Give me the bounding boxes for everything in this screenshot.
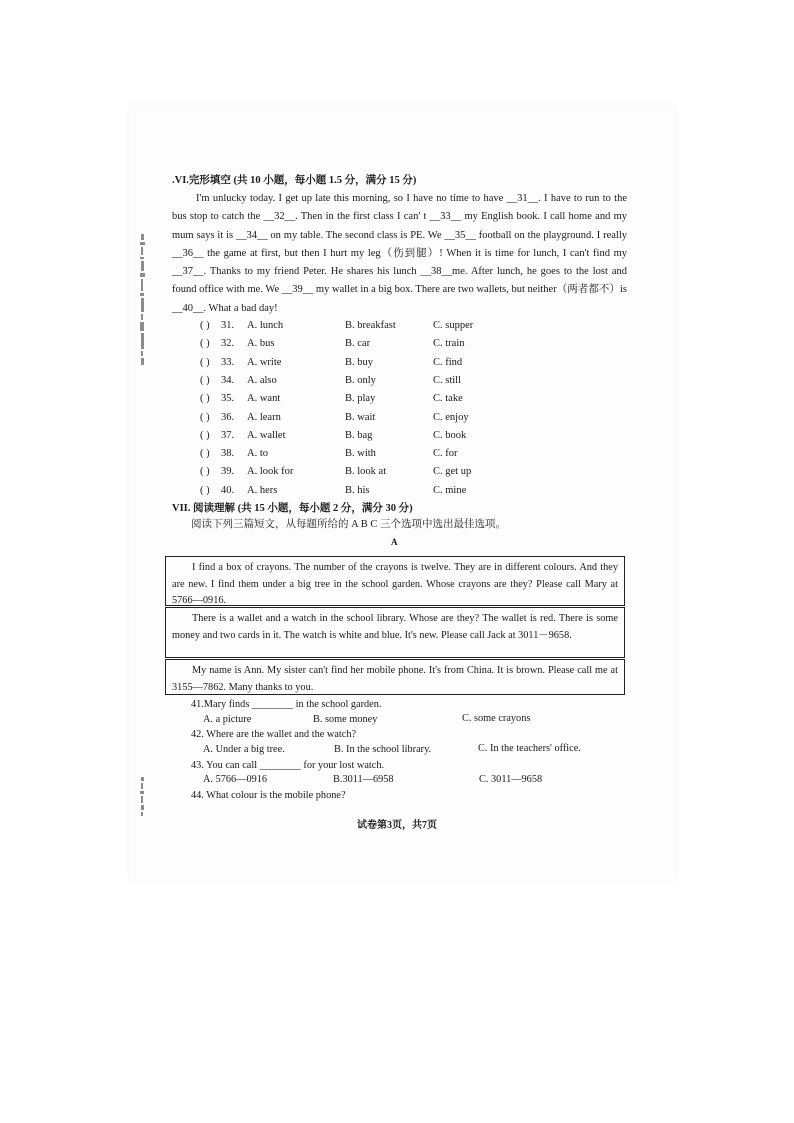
option-c: C. find	[433, 356, 463, 368]
notice-box-2	[165, 607, 625, 658]
answer-blank: ( )	[200, 393, 210, 405]
answer-blank: ( )	[200, 448, 210, 460]
option-41-b: B. some money	[313, 714, 378, 725]
question-number: 31.	[221, 320, 235, 331]
option-a: A. wallet	[247, 429, 286, 441]
option-a: A. look for	[247, 466, 294, 478]
option-a: A. learn	[247, 411, 281, 423]
option-a: A. to	[247, 448, 268, 460]
page-footer: 试卷第3页，共7页	[357, 820, 437, 831]
question-number: 37.	[221, 429, 235, 441]
option-c: C. book	[433, 429, 467, 441]
option-b: B. breakfast	[345, 320, 396, 331]
option-c: C. get up	[433, 466, 472, 478]
option-b: B. play	[345, 393, 376, 405]
question-number: 32.	[221, 338, 235, 350]
binding-marks-bottom	[135, 775, 149, 818]
notice-box-1	[165, 556, 625, 606]
notice-box-3	[165, 659, 625, 695]
option-c: C. train	[433, 338, 465, 350]
option-b: B. wait	[345, 411, 376, 423]
option-43-b: B.3011—6958	[333, 774, 394, 785]
notice-text: My name is Ann. My sister can't find her mobile phone. It's from China. It is brown. Please call me at 3155—7862. Many thanks to you.	[172, 665, 618, 693]
cloze-passage	[172, 190, 627, 318]
section-6-heading: .VI.完形填空 (共 10 小题，每小题 1.5 分，满分 15 分)	[172, 175, 417, 186]
answer-blank: ( )	[200, 374, 210, 386]
option-43-a: A. 5766—0916	[203, 774, 268, 785]
option-a: A. bus	[247, 338, 275, 350]
option-b: B. bag	[345, 429, 373, 441]
answer-blank: ( )	[200, 320, 210, 331]
option-a: A. also	[247, 374, 277, 386]
option-b: B. with	[345, 448, 376, 460]
option-a: A. lunch	[247, 320, 284, 331]
section-7-heading: VII. 阅读理解 (共 15 小题，每小题 2 分，满分 30 分)	[172, 503, 413, 514]
option-b: B. look at	[345, 466, 387, 478]
passage-label: A	[391, 537, 398, 547]
question-number: 33.	[221, 356, 235, 368]
option-c: C. still	[433, 374, 462, 386]
question-42: 42. Where are the wallet and the watch?	[191, 729, 357, 740]
answer-blank: ( )	[200, 466, 210, 478]
question-number: 38.	[221, 448, 235, 460]
notice-text: I find a box of crayons. The number of the crayons is twelve. They are in different colours. And they are new. I find them under a big tree in the school garden. Whose crayons are they? Please call Mary at 5766—0916.	[172, 562, 618, 606]
option-b: B. car	[345, 338, 371, 350]
question-number: 40.	[221, 484, 235, 496]
cloze-passage-text: I'm unlucky today. I get up late this morning, so I have no time to have __31__. I have to run to the bus stop to catch the __32__. Then in the first class I can' t __33__ my English book. I call home and my mum says it is __34__ on my table. The second class is PE. We __35__ football on the playground. I really __36__ the game at first, but then I hurt my leg（伤到腿）! When it is time for lunch, I can't find my __37__. Thanks to my friend Peter. He shares his lunch __38__me. After lunch, he goes to the lost and found office with me. We __39__ my wallet in a big box. There are two wallets, but neither（两者都不）is __40__. What a bad day!	[172, 193, 627, 314]
option-c: C. enjoy	[433, 411, 469, 423]
question-44: 44. What colour is the mobile phone?	[191, 790, 346, 801]
notice-text: There is a wallet and a watch in the school library. Whose are they? The wallet is red. There is some money and two cards in it. The watch is white and blue. It's new. Please call Jack at 3011－9658.	[172, 613, 618, 641]
option-41-a: A. a picture	[203, 714, 252, 725]
question-43: 43. You can call ________ for your lost watch.	[191, 760, 385, 771]
answer-blank: ( )	[200, 484, 210, 496]
option-c: C. supper	[433, 320, 474, 331]
question-number: 34.	[221, 374, 235, 386]
option-c: C. for	[433, 448, 458, 460]
option-42-a: A. Under a big tree.	[203, 744, 285, 755]
option-b: B. buy	[345, 356, 374, 368]
question-41: 41.Mary finds ________ in the school garden.	[191, 699, 382, 710]
binding-marks-top	[135, 232, 149, 367]
answer-blank: ( )	[200, 429, 210, 441]
option-a: A. hers	[247, 484, 278, 496]
answer-blank: ( )	[200, 338, 210, 350]
option-b: B. his	[345, 484, 370, 496]
option-43-c: C. 3011—9658	[479, 774, 543, 785]
question-number: 39.	[221, 466, 235, 478]
option-a: A. want	[247, 393, 281, 405]
option-41-c: C. some crayons	[462, 713, 531, 724]
question-number: 35.	[221, 393, 235, 405]
option-42-c: C. In the teachers' office.	[478, 743, 581, 754]
answer-blank: ( )	[200, 356, 210, 368]
option-b: B. only	[345, 374, 376, 386]
option-42-b: B. In the school library.	[334, 744, 432, 755]
question-number: 36.	[221, 411, 235, 423]
answer-blank: ( )	[200, 411, 210, 423]
option-a: A. write	[247, 356, 282, 368]
option-c: C. take	[433, 393, 463, 405]
section-7-instruction: 阅读下列三篇短文，从每题所给的 A B C 三个选项中选出最佳选项。	[191, 519, 507, 530]
option-c: C. mine	[433, 484, 467, 496]
